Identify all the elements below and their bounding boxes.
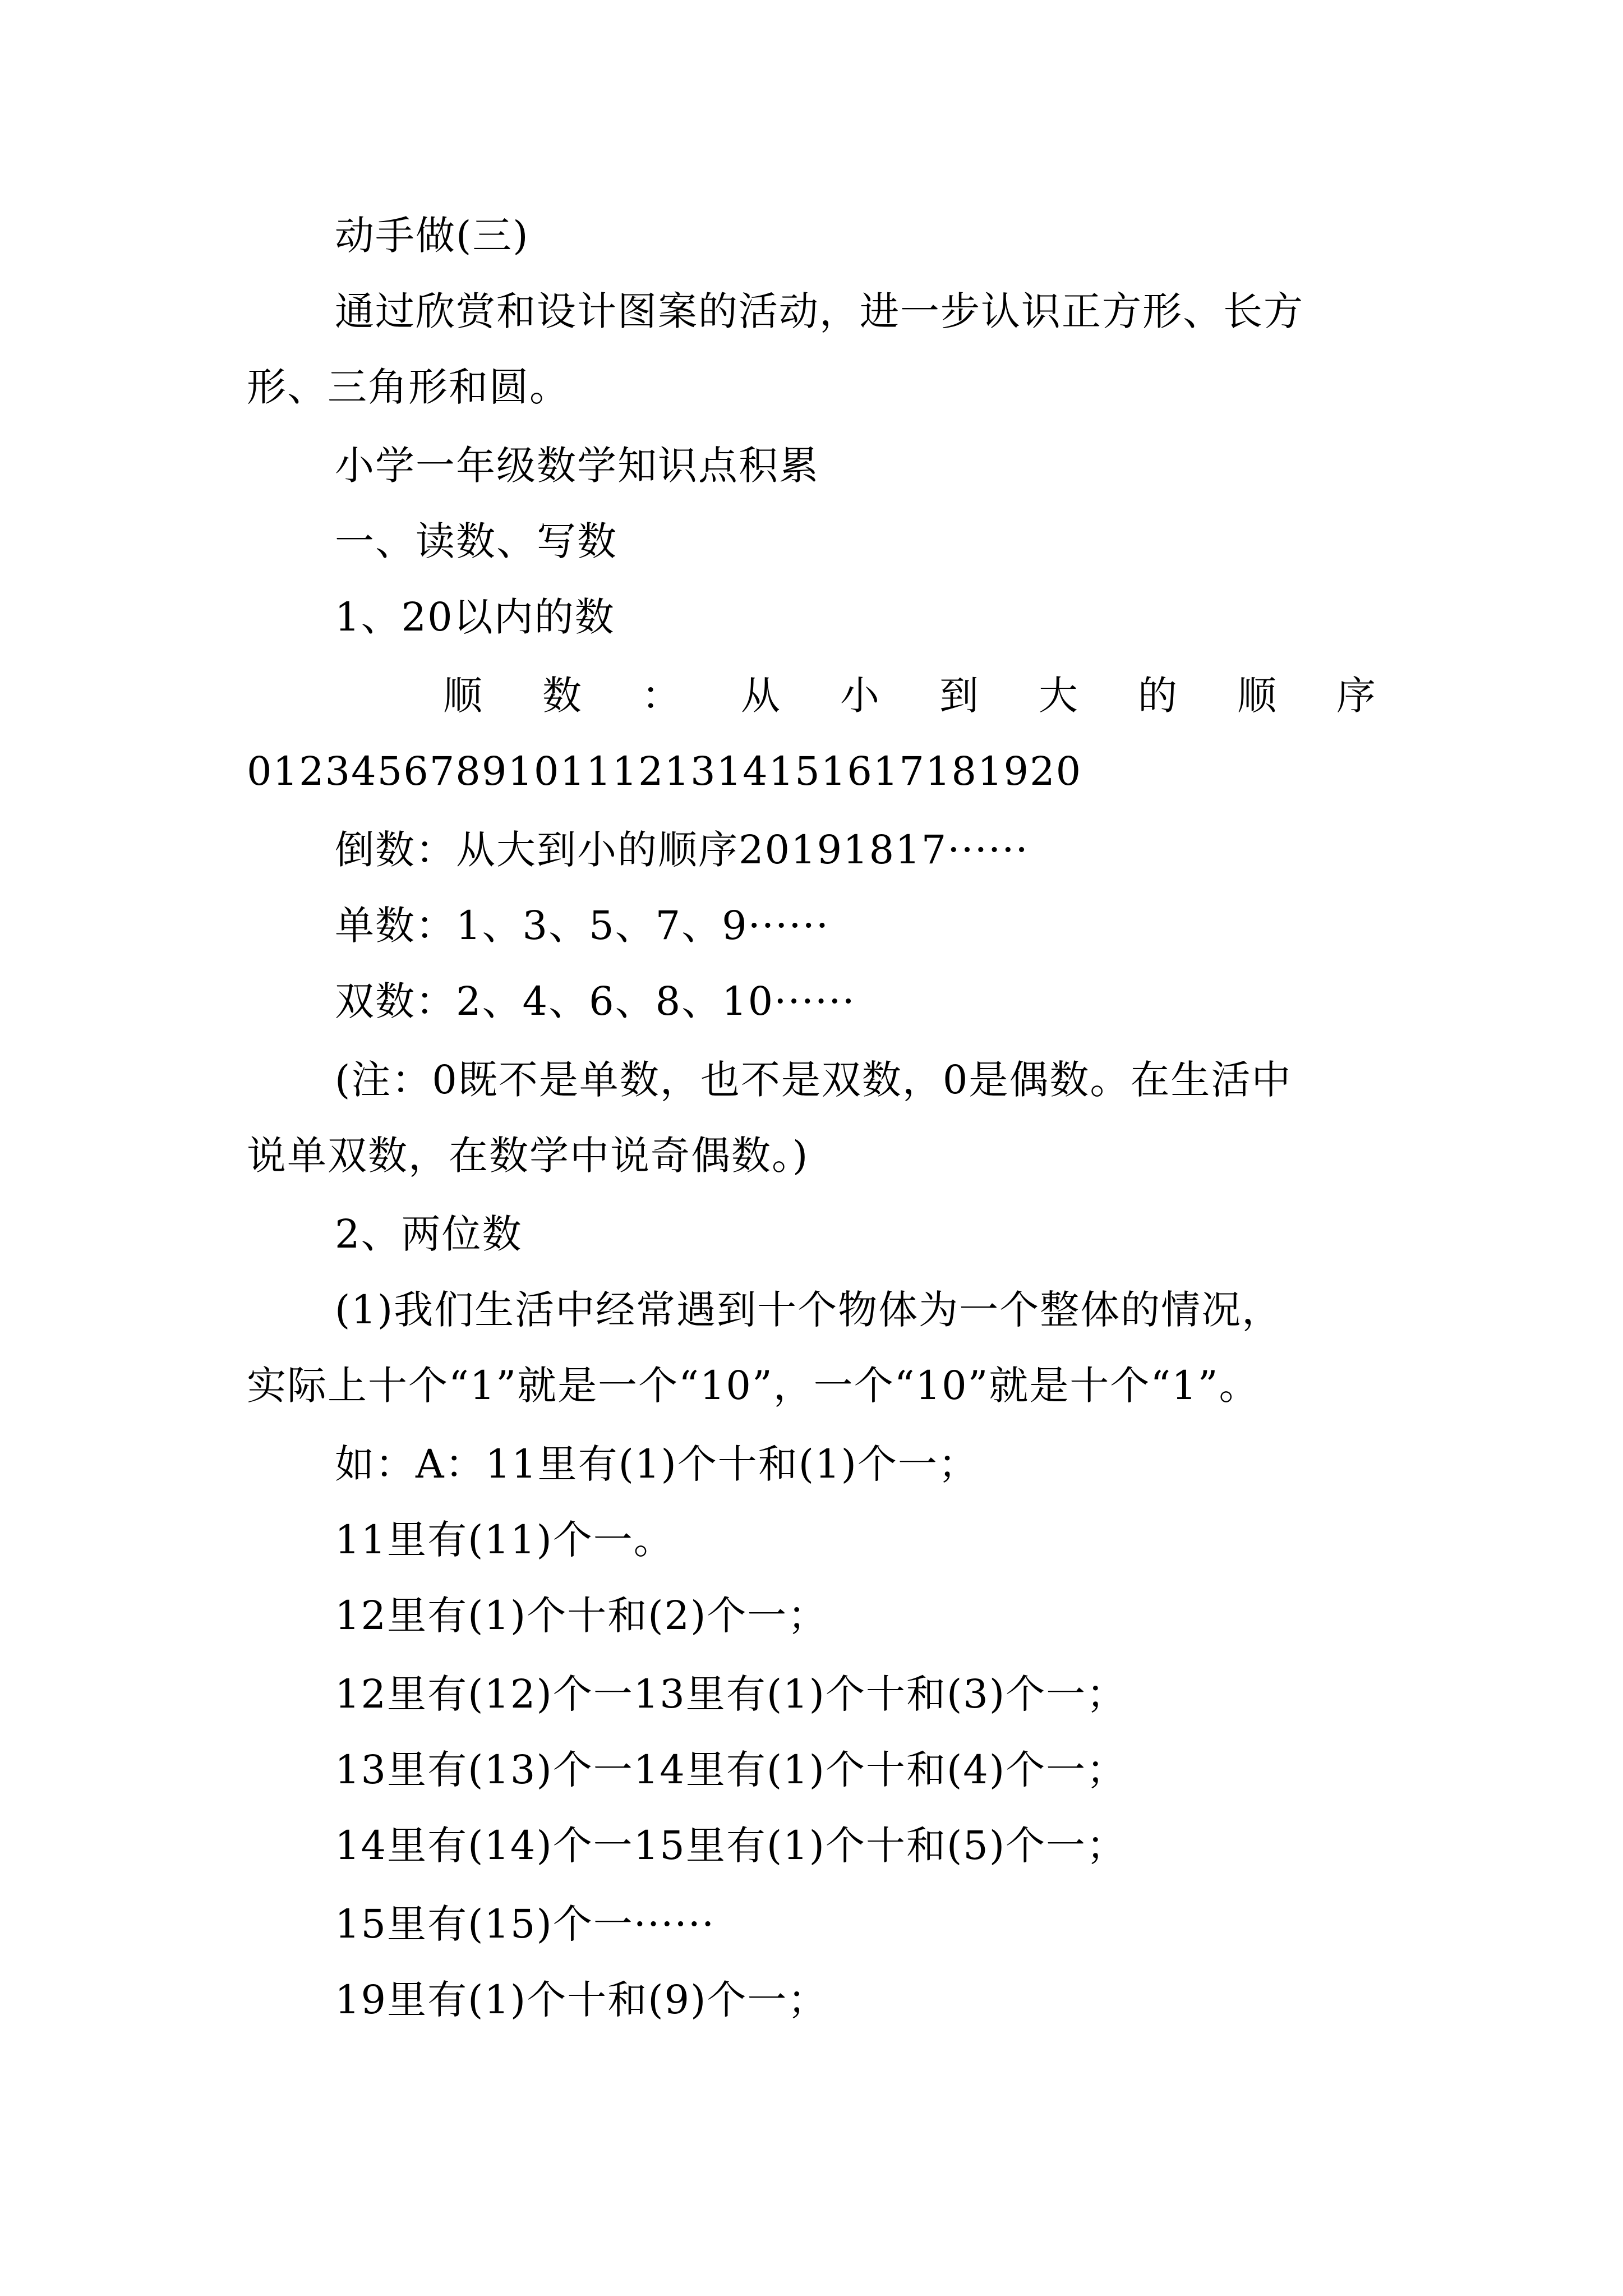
odd-numbers: 单数：1、3、5、7、9······ bbox=[335, 903, 830, 949]
note-line: (注：0既不是单数，也不是双数，0是偶数。在生活中 bbox=[335, 1057, 1292, 1103]
paragraph-line: (1)我们生活中经常遇到十个物体为一个整体的情况， bbox=[335, 1287, 1283, 1333]
char: 小 bbox=[840, 673, 880, 719]
item-title: 1、20以内的数 bbox=[335, 594, 615, 640]
subsection-title: 一、读数、写数 bbox=[335, 518, 617, 564]
char: 顺 bbox=[1237, 673, 1278, 719]
char: 大 bbox=[1039, 673, 1079, 719]
paragraph-line: 形、三角形和圆。 bbox=[247, 364, 570, 410]
example-line: 14里有(14)个一15里有(1)个十和(5)个一； bbox=[335, 1823, 1127, 1869]
char: 序 bbox=[1336, 673, 1377, 719]
char: 从 bbox=[741, 673, 781, 719]
even-numbers: 双数：2、4、6、8、10······ bbox=[335, 978, 856, 1024]
char: 到 bbox=[939, 673, 980, 719]
note-line: 说单双数，在数学中说奇偶数。) bbox=[247, 1133, 809, 1179]
descending-order: 倒数：从大到小的顺序20191817······ bbox=[335, 827, 1029, 873]
number-sequence: 01234567891011121314151617181920 bbox=[247, 748, 1082, 794]
item-title: 2、两位数 bbox=[335, 1211, 523, 1257]
section-title: 小学一年级数学知识点积累 bbox=[335, 443, 819, 489]
char: ： bbox=[642, 673, 682, 719]
example-line: 12里有(1)个十和(2)个一； bbox=[335, 1593, 828, 1639]
example-line: 12里有(12)个一13里有(1)个十和(3)个一； bbox=[335, 1671, 1127, 1717]
paragraph-line: 通过欣赏和设计图案的活动，进一步认识正方形、长方 bbox=[335, 288, 1304, 334]
example-line: 如：A：11里有(1)个十和(1)个一； bbox=[335, 1441, 979, 1487]
char: 的 bbox=[1138, 673, 1178, 719]
char: 数 bbox=[542, 673, 583, 719]
example-line: 15里有(15)个一······ bbox=[335, 1901, 716, 1947]
example-line: 13里有(13)个一14里有(1)个十和(4)个一； bbox=[335, 1747, 1127, 1793]
ascending-order-label bbox=[443, 668, 1377, 724]
example-line: 11里有(11)个一。 bbox=[335, 1517, 674, 1563]
example-line: 19里有(1)个十和(9)个一； bbox=[335, 1977, 828, 2023]
heading-activity: 动手做(三) bbox=[335, 213, 529, 259]
char: 顺 bbox=[443, 673, 483, 719]
paragraph-line: 实际上十个“1”就是一个“10”，一个“10”就是十个“1”。 bbox=[247, 1363, 1260, 1409]
